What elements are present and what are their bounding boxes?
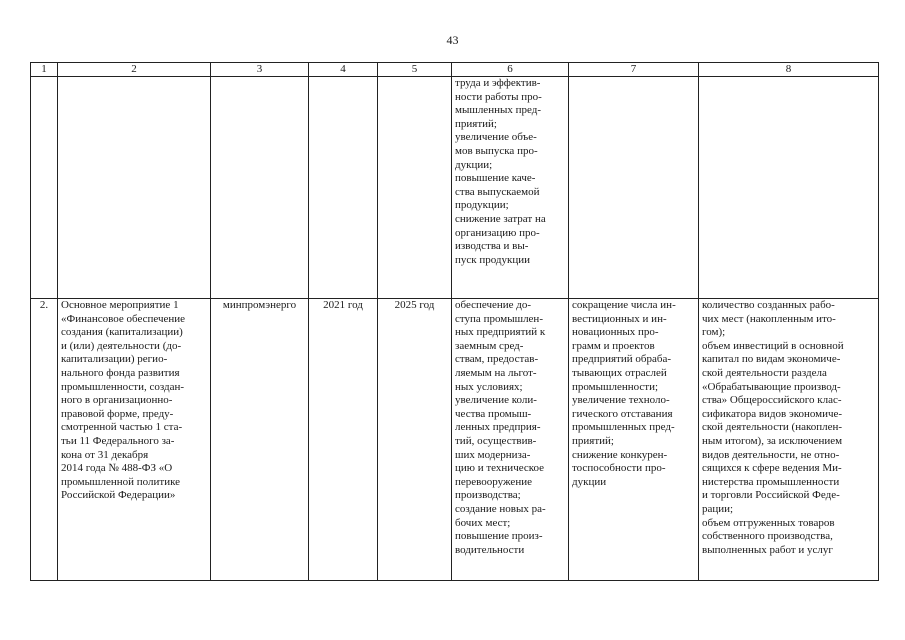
row-number xyxy=(31,77,58,299)
expected-result: труда и эффектив- ности работы про- мышленных пред- приятий; увеличение объе- мов выпуска про- дукции; повышение каче- ства выпускаемой продукции; снижение затрат на организацию про- изводства и вы- пуск продукции xyxy=(452,77,569,299)
non-implementation-consequences: сокращение числа ин- вестиционных и ин- новационных про- грамм и проектов предприятий обраба- тывающих отраслей промышленности; увеличение техноло- гического отставания промышленных пред- приятий; снижение конкурен- тоспособности про- дукции xyxy=(569,299,699,581)
end-year: 2025 год xyxy=(378,299,452,581)
table-row xyxy=(31,77,879,299)
column-header: 6 xyxy=(452,63,569,77)
column-header: 3 xyxy=(211,63,309,77)
column-header: 5 xyxy=(378,63,452,77)
non-implementation-consequences xyxy=(569,77,699,299)
column-header: 4 xyxy=(309,63,378,77)
measure-name: Основное мероприятие 1 «Финансовое обеспечение создания (капитализации) и (или) деятельности (до- капитализации) регио- нального фонда развития промышленности, создан- ного в организационно- правовой форме, преду- смотренной частью 1 ста- тьи 11 Федерального за- кона от 31 декабря 2014 года № 488-ФЗ «О промышленной политике Российской Федерации» xyxy=(58,299,211,581)
column-header: 1 xyxy=(31,63,58,77)
executor xyxy=(211,77,309,299)
end-year xyxy=(378,77,452,299)
executor: минпромэнерго xyxy=(211,299,309,581)
start-year xyxy=(309,77,378,299)
column-header: 7 xyxy=(569,63,699,77)
related-indicators xyxy=(699,77,879,299)
expected-result: обеспечение до- ступа промышлен- ных предприятий к заемным сред- ствам, предостав- ляемым на льгот- ных условиях; увеличение коли- чества промыш- ленных предприя- тий, осуществив- ших модерниза- цию и техническое перевооружение производства; создание новых ра- бочих мест; повышение произ- водительности xyxy=(452,299,569,581)
table-row xyxy=(31,299,879,581)
column-header: 2 xyxy=(58,63,211,77)
start-year: 2021 год xyxy=(309,299,378,581)
measure-name xyxy=(58,77,211,299)
program-table xyxy=(30,62,879,581)
page-number: 43 xyxy=(446,33,459,47)
table-header-row xyxy=(31,63,879,77)
related-indicators: количество созданных рабо- чих мест (накопленным ито- гом); объем инвестиций в основной капитал по видам экономиче- ской деятельности раздела «Обрабатывающие производ- ства» Общероссийского клас- сификатора видов экономиче- ской деятельности (накоплен- ным итогом), за исключением видов деятельности, не отно- сящихся к сфере ведения Ми- нистерства промышленности и торговли Российской Феде- рации; объем отгруженных товаров собственного производства, выполненных работ и услуг xyxy=(699,299,879,581)
row-number: 2. xyxy=(31,299,58,581)
column-header: 8 xyxy=(699,63,879,77)
